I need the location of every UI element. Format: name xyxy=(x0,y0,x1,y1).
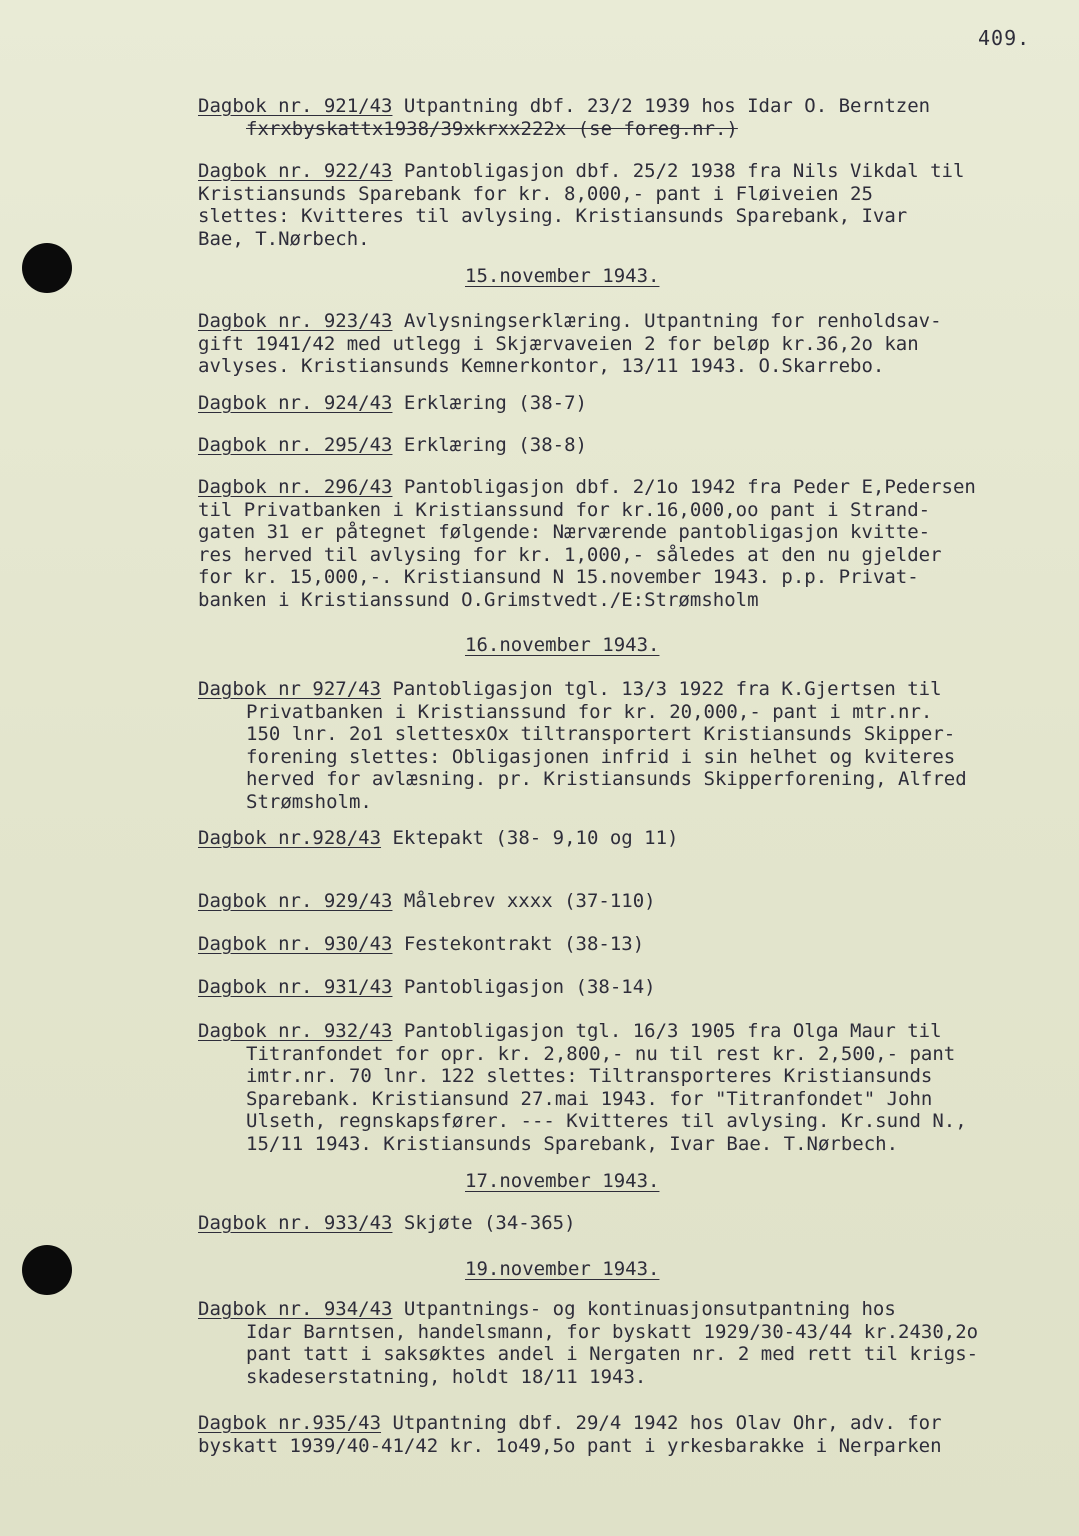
entry-929 xyxy=(198,890,1064,913)
entry-line: pant tatt i saksøktes andel i Nergaten nr. 2 med rett til krigs- xyxy=(246,1343,979,1365)
entry-line: herved for avlæsning. pr. Kristiansunds Skipperforening, Alfred xyxy=(246,768,967,790)
entry-line: Pantobligasjon dbf. 2/1o 1942 fra Peder E,Pedersen xyxy=(403,476,976,498)
entry-934 xyxy=(198,1298,1064,1388)
entry-921 xyxy=(198,95,1064,140)
entry-heading: Dagbok nr. 930/43 xyxy=(198,933,393,955)
entry-930 xyxy=(198,933,1064,956)
entry-heading: Dagbok nr. 296/43 xyxy=(198,476,393,498)
entry-line: slettes: Kvitteres til avlysing. Kristiansunds Sparebank, Ivar xyxy=(198,205,908,227)
entry-line: Sparebank. Kristiansund 27.mai 1943. for "Titranfondet" John xyxy=(246,1087,933,1110)
entry-line: Erklæring (38-8) xyxy=(403,434,587,456)
entry-line: Utpantnings- og kontinuasjonsutpantning hos xyxy=(403,1298,896,1320)
entry-line: imtr.nr. 70 lnr. 122 slettes: Tiltransporteres Kristiansunds xyxy=(246,1065,933,1087)
entry-line: Strømsholm. xyxy=(246,790,372,813)
entry-line: Pantobligasjon dbf. 25/2 1938 fra Nils Vikdal til xyxy=(403,160,965,182)
entry-heading: Dagbok nr. 923/43 xyxy=(198,310,393,332)
entry-line: Titranfondet for opr. kr. 2,800,- nu til rest kr. 2,500,- pant xyxy=(246,1042,956,1065)
entry-line: Idar Barntsen, handelsmann, for byskatt 1929/30-43/44 kr.2430,2o xyxy=(246,1320,979,1343)
entry-heading: Dagbok nr. 924/43 xyxy=(198,392,393,414)
entry-heading: Dagbok nr. 921/43 xyxy=(198,95,393,117)
entry-line: Utpantning dbf. 23/2 1939 hos Idar O. Berntzen xyxy=(403,95,931,117)
entry-line: Pantobligasjon tgl. 13/3 1922 fra K.Gjertsen til xyxy=(392,678,942,700)
entry-line: til Privatbanken i Kristianssund for kr.16,000,oo pant i Strand- xyxy=(198,498,931,521)
entry-heading: Dagbok nr. 295/43 xyxy=(198,434,393,456)
date-heading: 16.november 1943. xyxy=(465,634,660,656)
entry-line: Festekontrakt (38-13) xyxy=(403,933,645,955)
entry-296 xyxy=(198,476,1064,611)
entry-line: Bae, T.Nørbech. xyxy=(198,227,370,250)
entry-heading: Dagbok nr. 922/43 xyxy=(198,160,393,182)
entry-heading: Dagbok nr. 931/43 xyxy=(198,976,393,998)
entry-line: Ulseth, regnskapsfører. --- Kvitteres til avlysing. Kr.sund N., xyxy=(246,1110,967,1132)
entry-line: banken i Kristianssund O.Grimstvedt./E:Strømsholm xyxy=(198,588,759,611)
entry-line: Erklæring (38-7) xyxy=(403,392,587,414)
punch-hole-top xyxy=(22,243,72,293)
entry-heading: Dagbok nr.928/43 xyxy=(198,827,382,849)
entry-heading: Dagbok nr 927/43 xyxy=(198,678,382,700)
date-heading: 19.november 1943. xyxy=(465,1258,660,1280)
entry-heading: Dagbok nr. 933/43 xyxy=(198,1212,393,1234)
entry-922 xyxy=(198,160,1064,250)
entry-heading: Dagbok nr. 934/43 xyxy=(198,1298,393,1320)
entry-927 xyxy=(198,678,1064,813)
entry-line: gaten 31 er påtegnet følgende: Nærværende pantobligasjon kvitte- xyxy=(198,521,931,543)
entry-heading: Dagbok nr.935/43 xyxy=(198,1412,382,1434)
entry-line: avlyses. Kristiansunds Kemnerkontor, 13/11 1943. O.Skarrebo. xyxy=(198,355,885,377)
entry-935 xyxy=(198,1412,1064,1457)
entry-line: Utpantning dbf. 29/4 1942 hos Olav Ohr, adv. for xyxy=(392,1412,942,1434)
date-heading: 15.november 1943. xyxy=(465,265,660,287)
entry-heading: Dagbok nr. 929/43 xyxy=(198,890,393,912)
entry-line: Privatbanken i Kristianssund for kr. 20,000,- pant i mtr.nr. xyxy=(246,700,933,723)
entry-line: byskatt 1939/40-41/42 kr. 1o49,5o pant i yrkesbarakke i Nerparken xyxy=(198,1434,942,1457)
entry-line: Avlysningserklæring. Utpantning for renholdsav- xyxy=(403,310,942,332)
entry-line: fxrxbyskattx1938/39xkrxx222x (se foreg.nr.) xyxy=(246,117,738,140)
entry-line: forening slettes: Obligasjonen infrid i sin helhet og kviteres xyxy=(246,745,956,768)
entry-line: gift 1941/42 med utlegg i Skjærvaveien 2 for beløp kr.36,2o kan xyxy=(198,332,919,355)
entry-line: Målebrev xxxx (37-110) xyxy=(403,890,656,912)
page-number: 409. xyxy=(978,26,1031,50)
entry-924 xyxy=(198,392,1064,415)
entry-932 xyxy=(198,1020,1064,1155)
entry-931 xyxy=(198,976,1064,999)
entry-line: 15/11 1943. Kristiansunds Sparebank, Ivar Bae. T.Nørbech. xyxy=(246,1132,899,1155)
entry-line: for kr. 15,000,-. Kristiansund N 15.november 1943. p.p. Privat- xyxy=(198,566,919,588)
entry-line: Ektepakt (38- 9,10 og 11) xyxy=(392,827,679,849)
entry-line: res herved til avlysing for kr. 1,000,- således at den nu gjelder xyxy=(198,543,942,566)
entry-line: 150 lnr. 2o1 slettesxOx tiltransportert Kristiansunds Skipper- xyxy=(246,723,956,745)
entry-line: Pantobligasjon (38-14) xyxy=(403,976,656,998)
entry-line: Pantobligasjon tgl. 16/3 1905 fra Olga Maur til xyxy=(403,1020,942,1042)
entry-heading: Dagbok nr. 932/43 xyxy=(198,1020,393,1042)
entry-923 xyxy=(198,310,1064,378)
punch-hole-bottom xyxy=(22,1245,72,1295)
date-heading: 17.november 1943. xyxy=(465,1170,660,1192)
entry-933 xyxy=(198,1212,1064,1235)
entry-line: skadeserstatning, holdt 18/11 1943. xyxy=(246,1365,647,1388)
entry-line: Skjøte (34-365) xyxy=(403,1212,576,1234)
entry-line: Kristiansunds Sparebank for kr. 8,000,- pant i Fløiveien 25 xyxy=(198,182,873,205)
entry-295 xyxy=(198,434,1064,457)
entry-928 xyxy=(198,827,1064,850)
